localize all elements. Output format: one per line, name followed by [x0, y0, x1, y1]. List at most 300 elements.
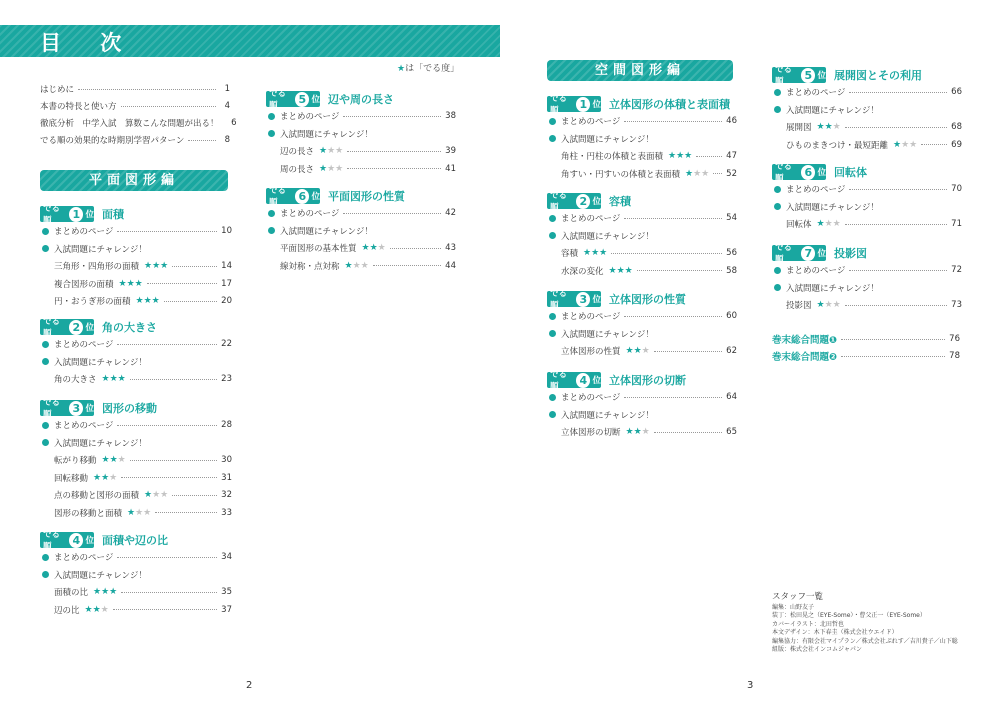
- toc-entry[interactable]: [42, 278, 232, 290]
- rank-suffix: 位: [85, 323, 94, 333]
- rank-badge: [547, 94, 601, 116]
- dot-leader: [849, 92, 947, 93]
- toc-entry[interactable]: [549, 409, 737, 421]
- entry-label: 入試問題にチャレンジ！: [54, 570, 147, 581]
- dot-leader: [172, 266, 217, 267]
- toc-entry[interactable]: [774, 104, 962, 116]
- rank-title: 投影図: [834, 247, 867, 260]
- star-icon: ★: [633, 427, 642, 437]
- bullet-icon: [42, 422, 49, 429]
- entry-label: まとめのページ: [54, 553, 114, 563]
- dot-leader: [188, 140, 216, 141]
- rank-suffix: 位: [85, 404, 94, 414]
- entry-label: 転がり移動: [54, 456, 97, 466]
- dot-leader: [121, 592, 217, 593]
- rank-badge: [40, 204, 94, 226]
- toc-entry[interactable]: [774, 299, 962, 311]
- dot-leader: [637, 270, 722, 271]
- rank-prefix: でる順: [550, 191, 568, 213]
- entry-label: 水深の変化: [561, 266, 604, 277]
- entry-label: まとめのページ: [786, 266, 846, 276]
- entry-page: 20: [221, 296, 232, 306]
- bullet-icon: [774, 106, 781, 113]
- entry-page: 17: [221, 278, 232, 289]
- toc-entry[interactable]: [774, 86, 962, 98]
- entry-label: 入試問題にチャレンジ！: [561, 329, 654, 340]
- entry-page: 64: [726, 392, 737, 402]
- rank-number: 5: [295, 92, 309, 107]
- rank-number: 1: [576, 97, 590, 112]
- toc-entry[interactable]: [268, 163, 456, 175]
- entry-label: 投影図: [786, 301, 812, 311]
- toc-entry[interactable]: [42, 604, 232, 616]
- toc-entry[interactable]: [549, 133, 737, 145]
- rank-number: 6: [801, 165, 815, 180]
- rank-suffix: 位: [817, 71, 826, 81]
- star-icon: ★: [143, 296, 152, 306]
- section-solid-header: 空間図形編: [547, 60, 733, 81]
- dot-leader: [624, 316, 722, 317]
- star-icon: ★: [377, 243, 386, 253]
- bullet-icon: [549, 118, 556, 125]
- final-entry[interactable]: [772, 350, 960, 362]
- bullet-icon: [774, 203, 781, 210]
- rank-header: [40, 204, 124, 226]
- star-icon: ★: [625, 427, 634, 437]
- toc-entry[interactable]: [268, 260, 456, 272]
- rank-title: 辺や周の長さ: [328, 93, 394, 106]
- dot-leader: [343, 213, 441, 214]
- star-icon: ★: [641, 427, 650, 437]
- bullet-icon: [549, 215, 556, 222]
- rank-title: 容積: [609, 195, 631, 208]
- star-rating: [136, 296, 160, 306]
- rank-number: 2: [69, 320, 83, 335]
- rank-title: 図形の移動: [102, 402, 157, 415]
- entry-label: 巻末総合問題❶: [772, 335, 838, 346]
- star-icon: ★: [824, 122, 833, 132]
- toc-entry[interactable]: [268, 128, 456, 140]
- star-icon: ★: [641, 346, 650, 356]
- star-icon: ★: [909, 139, 918, 150]
- toc-entry[interactable]: [774, 264, 962, 276]
- star-icon: ★: [335, 163, 344, 174]
- dot-leader: [845, 305, 947, 306]
- toc-entry[interactable]: [774, 183, 962, 195]
- bullet-icon: [42, 228, 49, 235]
- entry-label: 入試問題にチャレンジ！: [561, 231, 654, 242]
- star-icon: ★: [693, 168, 702, 179]
- star-icon: ★: [143, 507, 152, 518]
- rank-header: [40, 398, 157, 420]
- star-icon: ★: [93, 587, 102, 597]
- dot-leader: [849, 189, 947, 190]
- toc-entry[interactable]: [268, 145, 456, 157]
- bullet-icon: [774, 186, 781, 193]
- toc-entry[interactable]: [42, 419, 232, 431]
- toc-entry[interactable]: [549, 328, 737, 340]
- entry-label: 入試問題にチャレンジ！: [561, 134, 654, 145]
- dot-leader: [130, 460, 217, 461]
- rank-number: 3: [69, 401, 83, 416]
- rank-suffix: 位: [592, 376, 601, 386]
- star-rating: [93, 587, 117, 597]
- star-icon: ★: [361, 243, 370, 253]
- entry-label: まとめのページ: [561, 214, 621, 224]
- entry-page: 76: [949, 334, 960, 344]
- rank-number: 7: [801, 246, 815, 261]
- star-rating: [609, 266, 633, 276]
- star-icon: ★: [668, 151, 677, 161]
- entry-page: 33: [221, 507, 232, 518]
- star-rating: [102, 455, 126, 465]
- toc-entry[interactable]: [268, 225, 456, 237]
- star-rating: [102, 374, 126, 384]
- intro-entry[interactable]: [40, 117, 237, 129]
- entry-label: 回転体: [786, 220, 812, 230]
- entry-page: 28: [221, 420, 232, 430]
- star-rating: [626, 427, 650, 437]
- rank-badge: [547, 191, 601, 213]
- star-icon: ★: [134, 278, 143, 289]
- entry-page: 73: [951, 300, 962, 310]
- star-icon: ★: [117, 455, 126, 465]
- rank-header: [547, 370, 686, 392]
- toc-entry[interactable]: [42, 551, 232, 563]
- star-icon: ★: [117, 374, 126, 384]
- toc-entry[interactable]: [42, 356, 232, 368]
- entry-page: 44: [445, 260, 456, 271]
- dot-leader: [849, 270, 947, 271]
- star-rating: [817, 219, 841, 229]
- entry-label: まとめのページ: [561, 312, 621, 322]
- rank-header: [266, 186, 405, 208]
- entry-page: 22: [221, 339, 232, 349]
- entry-label: 線対称・点対称: [280, 261, 340, 272]
- rank-badge: [772, 65, 826, 87]
- star-icon: ★: [126, 278, 135, 289]
- toc-entry[interactable]: [774, 282, 962, 294]
- toc-entry[interactable]: [549, 345, 737, 357]
- star-icon: ★: [684, 151, 693, 161]
- entry-label: 入試問題にチャレンジ！: [786, 105, 879, 116]
- star-icon: ★: [152, 490, 161, 500]
- star-icon: ★: [118, 278, 127, 289]
- rank-prefix: でる順: [43, 317, 61, 339]
- entry-label: 巻末総合問題❷: [772, 352, 838, 363]
- entry-page: 58: [726, 265, 737, 276]
- entry-label: 本書の特長と使い方: [40, 102, 117, 112]
- toc-entry[interactable]: [774, 139, 962, 151]
- star-icon: ★: [319, 146, 328, 156]
- toc-title: 目 次: [40, 31, 138, 55]
- star-icon: ★: [625, 346, 634, 356]
- intro-entry[interactable]: [40, 100, 230, 112]
- rank-title: 回転体: [834, 166, 867, 179]
- toc-entry[interactable]: [42, 338, 232, 350]
- entry-page: 43: [445, 243, 456, 253]
- star-icon: ★: [633, 346, 642, 356]
- dot-leader: [343, 116, 441, 117]
- rank-number: 6: [295, 189, 309, 204]
- rank-prefix: でる順: [550, 370, 568, 392]
- entry-label: 入試問題にチャレンジ！: [786, 202, 879, 213]
- star-rating: [685, 169, 709, 179]
- entry-label: 複合図形の面積: [54, 279, 114, 290]
- final-entry[interactable]: [772, 333, 960, 345]
- dot-leader: [611, 253, 722, 254]
- rank-suffix: 位: [85, 210, 94, 220]
- rank-badge: [547, 370, 601, 392]
- toc-entry[interactable]: [549, 310, 737, 322]
- star-icon: ★: [369, 243, 378, 253]
- toc-entry[interactable]: [42, 569, 232, 581]
- dot-leader: [390, 248, 441, 249]
- rank-header: [266, 89, 394, 111]
- entry-label: 角の大きさ: [54, 375, 97, 385]
- toc-entry[interactable]: [549, 115, 737, 127]
- star-icon: ★: [160, 261, 169, 271]
- entry-page: 32: [221, 490, 232, 500]
- page-number-left: 2: [246, 680, 253, 691]
- entry-label: まとめのページ: [561, 393, 621, 403]
- entry-label: 立体図形の性質: [561, 347, 621, 357]
- star-icon: ★: [685, 168, 694, 179]
- bullet-icon: [42, 554, 49, 561]
- entry-page: 23: [221, 374, 232, 384]
- entry-label: まとめのページ: [54, 227, 114, 237]
- toc-entry[interactable]: [42, 243, 232, 255]
- star-icon: ★: [701, 168, 710, 179]
- rank-header: [772, 65, 922, 87]
- entry-page: 41: [445, 163, 456, 174]
- entry-page: 14: [221, 261, 232, 271]
- bullet-icon: [42, 571, 49, 578]
- entry-label: 入試問題にチャレンジ！: [786, 283, 879, 294]
- star-rating: [893, 140, 917, 150]
- entry-label: まとめのページ: [786, 88, 846, 98]
- dot-leader: [347, 168, 441, 169]
- bullet-icon: [774, 284, 781, 291]
- star-rating: [583, 248, 607, 258]
- toc-entry[interactable]: [42, 437, 232, 449]
- bullet-icon: [774, 267, 781, 274]
- dot-leader: [164, 301, 217, 302]
- entry-label: 入試問題にチャレンジ！: [561, 410, 654, 421]
- entry-label: 入試問題にチャレンジ！: [54, 438, 147, 449]
- entry-page: 56: [726, 248, 737, 258]
- rank-prefix: でる順: [269, 89, 287, 111]
- rank-title: 角の大きさ: [102, 321, 157, 334]
- entry-label: でる順の効果的な時期別学習パターン: [40, 136, 185, 146]
- toc-entry[interactable]: [268, 242, 456, 254]
- toc-entry[interactable]: [549, 247, 737, 259]
- rank-suffix: 位: [592, 100, 601, 110]
- entry-page: 30: [221, 455, 232, 465]
- rank-badge: [40, 398, 94, 420]
- entry-page: 60: [726, 311, 737, 321]
- star-rating: [93, 473, 117, 483]
- star-icon: ★: [93, 472, 102, 483]
- bullet-icon: [268, 227, 275, 234]
- rank-suffix: 位: [85, 536, 94, 546]
- bullet-icon: [42, 358, 49, 365]
- star-icon: ★: [676, 151, 685, 161]
- rank-title: 立体図形の体積と表面積: [609, 98, 730, 111]
- rank-title: 展開図とその利用: [834, 69, 922, 82]
- star-icon: ★: [352, 260, 361, 271]
- bullet-icon: [549, 135, 556, 142]
- staff-line: 編集協力：有限会社マイプラン／株式会社ぷれす／吉川貴子／山下聡: [772, 637, 958, 645]
- intro-entry[interactable]: [40, 83, 230, 95]
- entry-label: 辺の長さ: [280, 147, 315, 157]
- entry-label: 点の移動と図形の面積: [54, 491, 140, 501]
- star-icon: ★: [816, 122, 825, 132]
- entry-label: 角柱・円柱の体積と表面積: [561, 152, 664, 162]
- staff-line: カバーイラスト：北田哲也: [772, 620, 844, 628]
- entry-page: 69: [951, 139, 962, 150]
- entry-page: 8: [224, 135, 230, 145]
- entry-label: 入試問題にチャレンジ！: [280, 129, 373, 140]
- staff-line: 編集：山野友子: [772, 604, 815, 611]
- page-number-right: 3: [747, 680, 754, 691]
- toc-entry[interactable]: [42, 472, 232, 484]
- star-icon: ★: [608, 265, 617, 276]
- dot-leader: [845, 224, 947, 225]
- toc-entry[interactable]: [42, 373, 232, 385]
- entry-page: 66: [951, 87, 962, 97]
- dot-leader: [121, 106, 216, 107]
- star-icon: ★: [84, 604, 93, 615]
- rank-prefix: でる順: [775, 243, 793, 265]
- entry-label: 角すい・円すいの体積と表面積: [561, 169, 681, 180]
- dot-leader: [696, 156, 722, 157]
- star-icon: ★: [344, 260, 353, 271]
- star-icon: ★: [109, 587, 118, 597]
- star-icon: ★: [616, 265, 625, 276]
- toc-entry[interactable]: [42, 225, 232, 237]
- entry-page: 62: [726, 346, 737, 356]
- entry-label: 入試問題にチャレンジ！: [280, 226, 373, 237]
- star-rating: [626, 346, 650, 356]
- toc-entry[interactable]: [549, 168, 737, 180]
- toc-entry[interactable]: [42, 295, 232, 307]
- toc-entry[interactable]: [268, 207, 456, 219]
- entry-page: 4: [224, 101, 230, 111]
- dot-leader: [841, 339, 945, 340]
- rank-badge: [547, 289, 601, 311]
- entry-page: 35: [221, 587, 232, 597]
- toc-entry[interactable]: [549, 150, 737, 162]
- bullet-icon: [549, 411, 556, 418]
- dot-leader: [347, 151, 441, 152]
- toc-entry[interactable]: [42, 489, 232, 501]
- star-rating: [345, 261, 369, 271]
- bullet-icon: [549, 330, 556, 337]
- entry-page: 52: [726, 168, 737, 179]
- staff-title: スタッフ一覧: [772, 592, 824, 602]
- toc-entry[interactable]: [549, 391, 737, 403]
- toc-title-bar: [0, 25, 500, 57]
- toc-entry[interactable]: [42, 454, 232, 466]
- entry-page: 34: [221, 552, 232, 562]
- rank-badge: [772, 162, 826, 184]
- entry-label: はじめに: [40, 85, 75, 95]
- entry-page: 38: [445, 111, 456, 121]
- legend-text: は「でる度」: [405, 64, 460, 74]
- dot-leader: [117, 344, 217, 345]
- star-rating: [319, 164, 343, 174]
- bullet-icon: [42, 341, 49, 348]
- entry-label: 面積の比: [54, 588, 89, 598]
- star-icon: ★: [127, 507, 136, 518]
- rank-prefix: でる順: [550, 94, 568, 116]
- toc-entry[interactable]: [42, 260, 232, 272]
- staff-list: [772, 590, 958, 654]
- rank-number: 4: [576, 373, 590, 388]
- dot-leader: [117, 231, 217, 232]
- rank-suffix: 位: [817, 168, 826, 178]
- star-icon: ★: [144, 490, 153, 500]
- toc-entry[interactable]: [549, 426, 737, 438]
- star-rating: [85, 605, 109, 615]
- entry-label: ひものまきつけ・最短距離: [786, 140, 889, 151]
- rank-number: 4: [69, 533, 83, 548]
- entry-page: 10: [221, 226, 232, 236]
- rank-title: 平面図形の性質: [328, 190, 405, 203]
- rank-suffix: 位: [311, 192, 320, 202]
- star-icon: ★: [360, 260, 369, 271]
- star-rating: [144, 261, 168, 271]
- toc-entry[interactable]: [42, 586, 232, 598]
- star-icon: ★: [151, 296, 160, 306]
- entry-label: 立体図形の切断: [561, 428, 621, 438]
- toc-entry[interactable]: [774, 218, 962, 230]
- dot-leader: [713, 173, 722, 174]
- bullet-icon: [42, 245, 49, 252]
- toc-entry[interactable]: [549, 212, 737, 224]
- rank-header: [547, 94, 730, 116]
- entry-label: 円・おうぎ形の面積: [54, 297, 131, 307]
- toc-entry[interactable]: [774, 121, 962, 133]
- star-icon: ★: [135, 507, 144, 518]
- dot-leader: [78, 89, 216, 90]
- intro-entry[interactable]: [40, 134, 230, 146]
- star-rating: [144, 490, 168, 500]
- rank-number: 1: [69, 207, 83, 222]
- star-icon: ★: [101, 587, 110, 597]
- entry-label: まとめのページ: [54, 421, 114, 431]
- staff-line: 組版：株式会社インコムジャパン: [772, 646, 862, 654]
- rank-suffix: 位: [817, 249, 826, 259]
- entry-page: 31: [221, 472, 232, 483]
- toc-entry[interactable]: [549, 230, 737, 242]
- dot-leader: [155, 512, 217, 513]
- bullet-icon: [774, 89, 781, 96]
- star-rating: [817, 122, 841, 132]
- rank-header: [547, 289, 686, 311]
- entry-page: 71: [951, 219, 962, 229]
- dot-leader: [113, 609, 217, 610]
- entry-label: 入試問題にチャレンジ！: [54, 244, 147, 255]
- toc-entry[interactable]: [549, 265, 737, 277]
- toc-entry[interactable]: [42, 507, 232, 519]
- toc-entry[interactable]: [268, 110, 456, 122]
- rank-badge: [266, 89, 320, 111]
- dot-leader: [172, 495, 217, 496]
- toc-entry[interactable]: [774, 201, 962, 213]
- bullet-icon: [42, 439, 49, 446]
